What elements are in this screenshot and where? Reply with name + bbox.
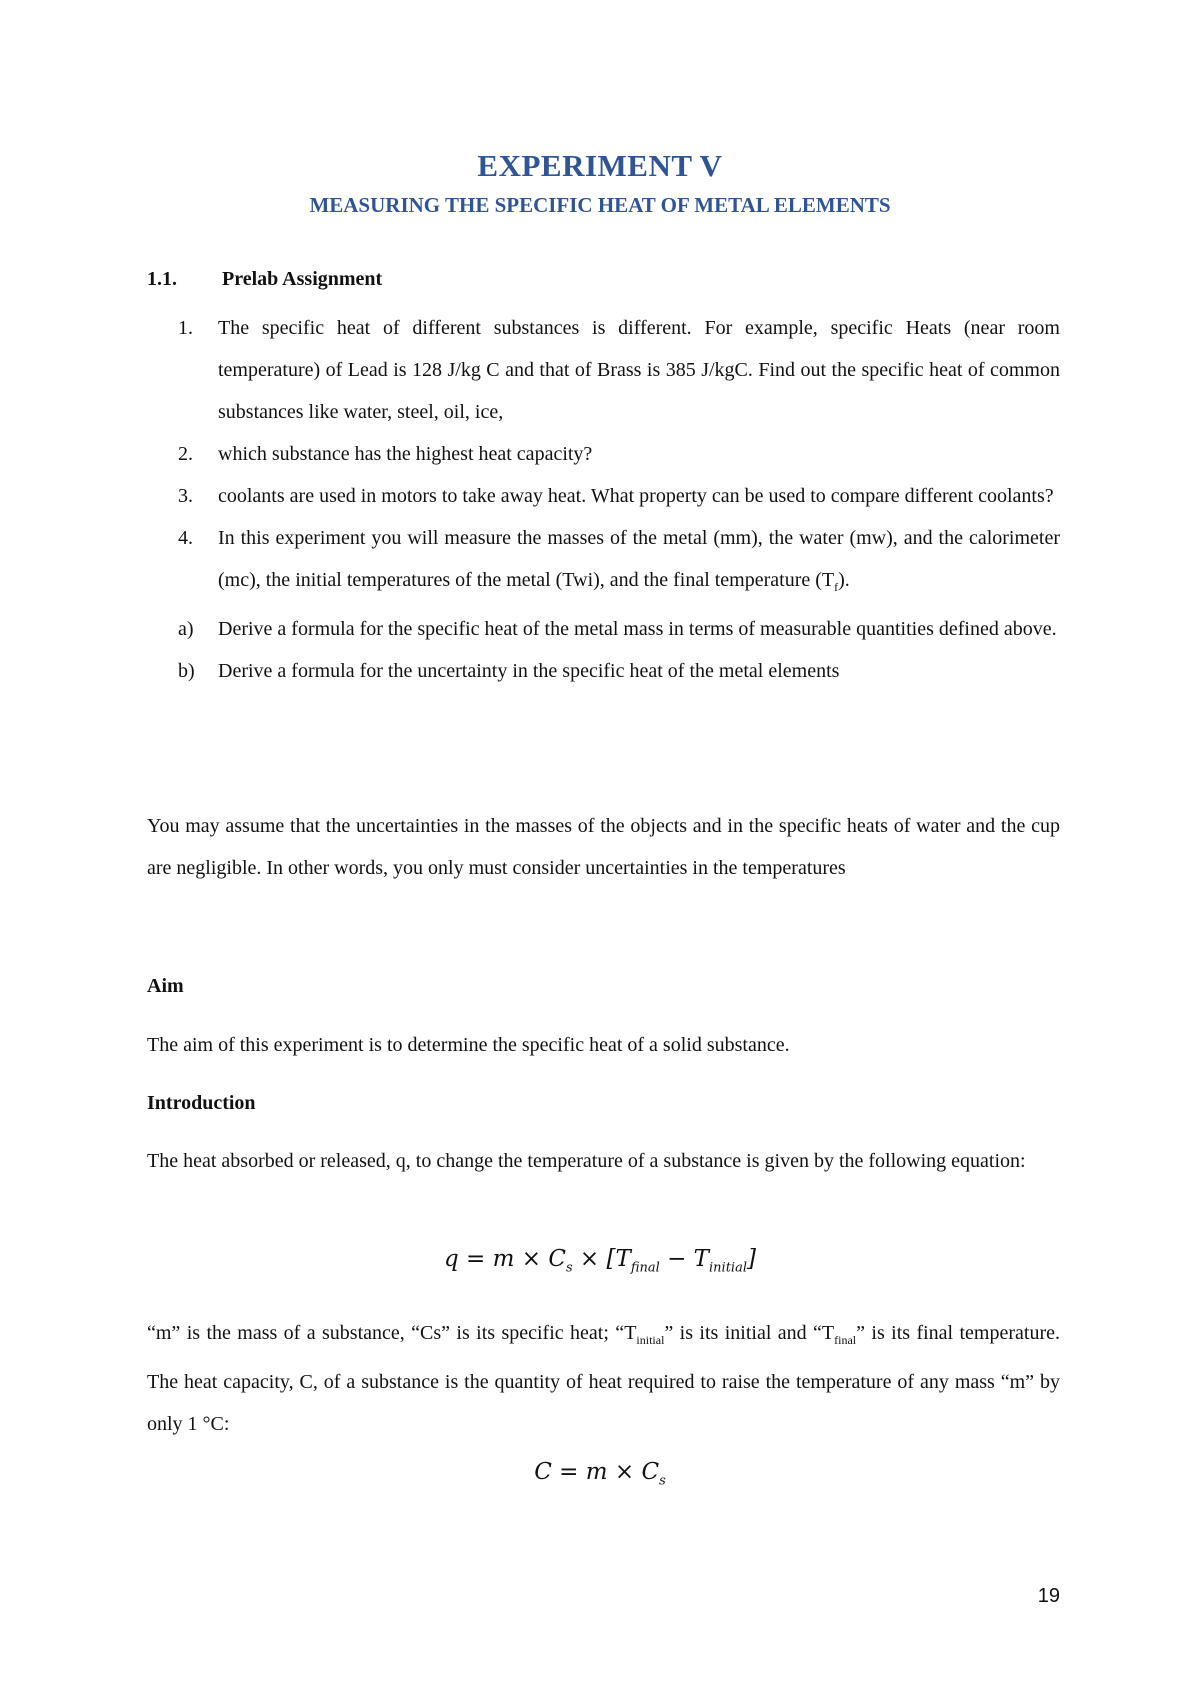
list-item-tail: ).: [838, 569, 850, 591]
list-marker: a): [178, 618, 194, 640]
heat-equation: $q = m \times C_s \times [T_{final} - T_{initial}]$: [444, 1246, 756, 1276]
list-item-text: Derive a formula for the specific heat of the metal mass in terms of measurable quantities defined above.: [218, 618, 1057, 640]
list-item: [178, 608, 1060, 650]
list-item-text: Derive a formula for the uncertainty in the specific heat of the metal elements: [218, 660, 840, 682]
list-marker: 2.: [178, 443, 193, 465]
page-number: 19: [1037, 1585, 1060, 1607]
introduction-heading: Introduction: [147, 1092, 256, 1114]
prelab-section-title: Prelab Assignment: [222, 268, 383, 290]
list-marker: 1.: [178, 317, 193, 339]
subscript: f: [834, 580, 839, 594]
list-item-text: In this experiment you will measure the masses of the metal (mm), the water (mw), and the calorimeter (mc), the initial temperatures of the metal (Twi), and the final temperature (T: [218, 527, 1060, 591]
list-item: [178, 307, 1060, 433]
list-item: [178, 475, 1060, 517]
heat-capacity-equation: $C = m \times C_s$: [534, 1459, 666, 1489]
list-marker: 3.: [178, 485, 193, 507]
list-marker: 4.: [178, 527, 193, 549]
prelab-section-number: 1.1.: [147, 268, 177, 290]
list-item: [178, 650, 1060, 692]
equation-explanation: “m” is the mass of a substance, “Cs” is its specific heat; “$T_{initial}$” is its initial and “$T_{final}$” is its final temperature. The heat capacity, C, of a substance is the quantity of heat required to raise the temperature of any mass “m” by only 1 °C:: [147, 1322, 1060, 1435]
introduction-text: The heat absorbed or released, q, to change the temperature of a substance is given by the following equation:: [147, 1150, 1026, 1172]
list-item-text: The specific heat of different substances is different. For example, specific Heats (near room temperature) of Lead is 128 J/kg C and that of Brass is 385 J/kgC. Find out the specific heat of common substances like water, steel, oil, ice,: [218, 317, 1060, 423]
list-item: [178, 517, 1060, 608]
prelab-note: You may assume that the uncertainties in the masses of the objects and in the specific heats of water and the cup are negligible. In other words, you only must consider uncertainties in the temperatures: [147, 815, 1060, 879]
aim-heading: Aim: [147, 975, 184, 997]
list-item-text: coolants are used in motors to take away heat. What property can be used to compare different coolants?: [218, 485, 1054, 507]
experiment-subtitle: MEASURING THE SPECIFIC HEAT OF METAL ELEMENTS: [309, 193, 891, 217]
experiment-title: EXPERIMENT V: [477, 148, 723, 183]
prelab-list: [178, 307, 1060, 692]
list-marker: b): [178, 660, 195, 682]
list-item-text: which substance has the highest heat capacity?: [218, 443, 593, 465]
aim-text: The aim of this experiment is to determine the specific heat of a solid substance.: [147, 1034, 790, 1056]
prelab-heading: [147, 268, 382, 291]
list-item: [178, 433, 1060, 475]
